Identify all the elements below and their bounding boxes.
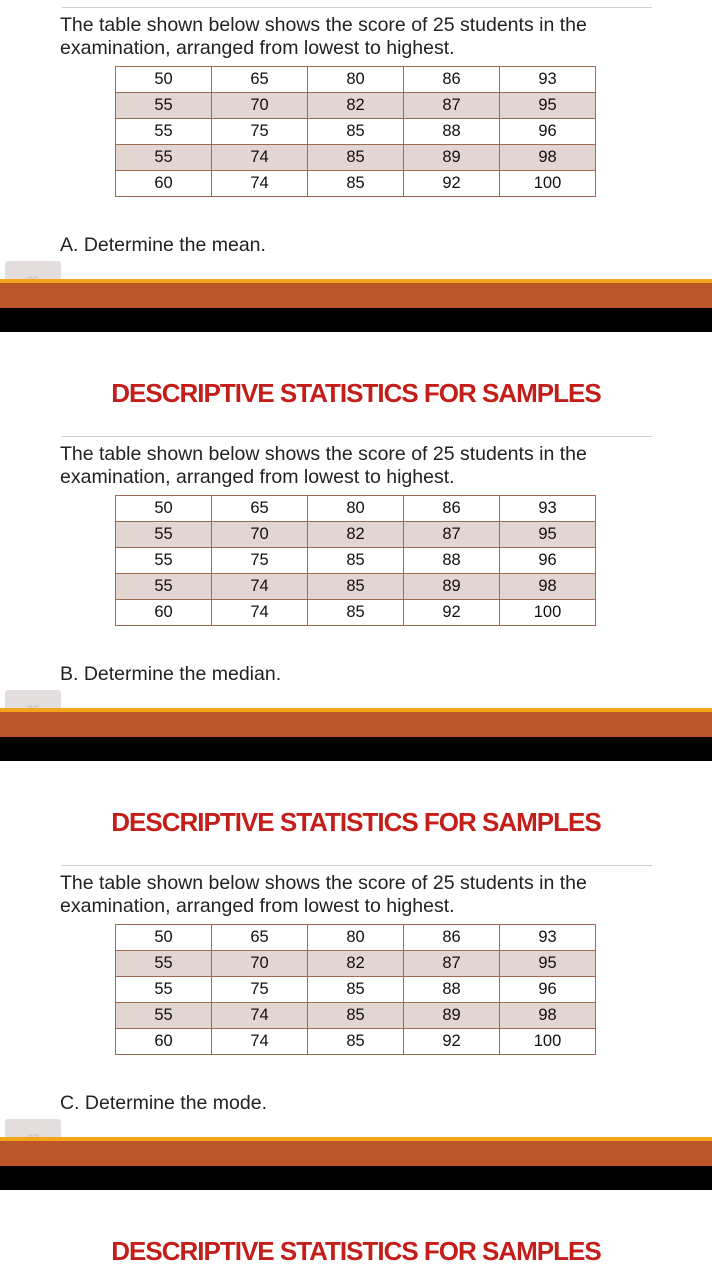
intro-text: The table shown below shows the score of 25 students in the examination, arranged from lowest to highest. bbox=[60, 872, 587, 917]
table-row bbox=[116, 119, 596, 145]
intro-text: The table shown below shows the score of 25 students in the examination, arranged from lowest to highest. bbox=[60, 14, 587, 59]
scores-table bbox=[115, 495, 596, 626]
table-cell: 86 bbox=[404, 496, 500, 522]
table-cell: 55 bbox=[116, 93, 212, 119]
table-cell: 98 bbox=[500, 145, 596, 171]
table-row bbox=[116, 574, 596, 600]
table-row bbox=[116, 93, 596, 119]
table-cell: 85 bbox=[308, 119, 404, 145]
table-cell: 55 bbox=[116, 1003, 212, 1029]
table-cell: 96 bbox=[500, 977, 596, 1003]
slide-footer-band bbox=[0, 1141, 712, 1166]
table-cell: 74 bbox=[212, 1029, 308, 1055]
table-cell: 75 bbox=[212, 119, 308, 145]
table-cell: 93 bbox=[500, 496, 596, 522]
table-cell: 88 bbox=[404, 977, 500, 1003]
table-row bbox=[116, 1029, 596, 1055]
table-cell: 70 bbox=[212, 93, 308, 119]
slide-heading: DESCRIPTIVE STATISTICS FOR SAMPLES bbox=[111, 807, 601, 837]
table-cell: 85 bbox=[308, 145, 404, 171]
table-row bbox=[116, 496, 596, 522]
table-row bbox=[116, 67, 596, 93]
table-cell: 87 bbox=[404, 522, 500, 548]
table-cell: 93 bbox=[500, 925, 596, 951]
slide-footer-black-band bbox=[0, 1166, 712, 1190]
table-cell: 50 bbox=[116, 67, 212, 93]
table-cell: 74 bbox=[212, 1003, 308, 1029]
question-median: B. Determine the median. bbox=[60, 663, 282, 685]
table-row bbox=[116, 171, 596, 197]
table-cell: 89 bbox=[404, 145, 500, 171]
table-cell: 93 bbox=[500, 67, 596, 93]
table-cell: 80 bbox=[308, 496, 404, 522]
table-cell: 74 bbox=[212, 145, 308, 171]
table-cell: 60 bbox=[116, 600, 212, 626]
table-cell: 100 bbox=[500, 600, 596, 626]
table-row bbox=[116, 977, 596, 1003]
table-row bbox=[116, 600, 596, 626]
table-row bbox=[116, 548, 596, 574]
slide-footer-band bbox=[0, 712, 712, 737]
table-cell: 100 bbox=[500, 1029, 596, 1055]
table-cell: 74 bbox=[212, 171, 308, 197]
scores-table bbox=[115, 924, 596, 1055]
table-cell: 95 bbox=[500, 522, 596, 548]
table-cell: 92 bbox=[404, 171, 500, 197]
table-cell: 98 bbox=[500, 1003, 596, 1029]
table-cell: 88 bbox=[404, 119, 500, 145]
table-cell: 70 bbox=[212, 522, 308, 548]
table-cell: 85 bbox=[308, 1003, 404, 1029]
table-cell: 80 bbox=[308, 67, 404, 93]
divider-line bbox=[62, 436, 652, 437]
table-cell: 82 bbox=[308, 951, 404, 977]
divider-line bbox=[62, 865, 652, 866]
table-cell: 92 bbox=[404, 1029, 500, 1055]
table-cell: 70 bbox=[212, 951, 308, 977]
table-cell: 85 bbox=[308, 977, 404, 1003]
table-cell: 74 bbox=[212, 574, 308, 600]
table-cell: 92 bbox=[404, 600, 500, 626]
divider-line bbox=[62, 7, 652, 8]
table-cell: 98 bbox=[500, 574, 596, 600]
table-cell: 89 bbox=[404, 574, 500, 600]
intro-text: The table shown below shows the score of 25 students in the examination, arranged from lowest to highest. bbox=[60, 443, 587, 488]
table-cell: 85 bbox=[308, 600, 404, 626]
table-cell: 65 bbox=[212, 67, 308, 93]
table-cell: 87 bbox=[404, 93, 500, 119]
table-cell: 60 bbox=[116, 1029, 212, 1055]
table-cell: 65 bbox=[212, 925, 308, 951]
table-cell: 85 bbox=[308, 574, 404, 600]
table-cell: 86 bbox=[404, 925, 500, 951]
table-cell: 60 bbox=[116, 171, 212, 197]
slide-heading: DESCRIPTIVE STATISTICS FOR SAMPLES bbox=[111, 378, 601, 408]
slide-footer-band bbox=[0, 283, 712, 308]
table-cell: 55 bbox=[116, 977, 212, 1003]
table-cell: 88 bbox=[404, 548, 500, 574]
table-cell: 87 bbox=[404, 951, 500, 977]
table-cell: 55 bbox=[116, 522, 212, 548]
table-cell: 85 bbox=[308, 171, 404, 197]
table-cell: 85 bbox=[308, 548, 404, 574]
table-cell: 55 bbox=[116, 951, 212, 977]
table-cell: 55 bbox=[116, 548, 212, 574]
slide-footer-black-band bbox=[0, 737, 712, 761]
table-cell: 100 bbox=[500, 171, 596, 197]
table-cell: 80 bbox=[308, 925, 404, 951]
question-mode: C. Determine the mode. bbox=[60, 1092, 268, 1114]
table-cell: 55 bbox=[116, 574, 212, 600]
table-cell: 55 bbox=[116, 145, 212, 171]
table-cell: 89 bbox=[404, 1003, 500, 1029]
table-cell: 86 bbox=[404, 67, 500, 93]
table-cell: 74 bbox=[212, 600, 308, 626]
table-cell: 95 bbox=[500, 93, 596, 119]
table-cell: 82 bbox=[308, 93, 404, 119]
table-cell: 50 bbox=[116, 925, 212, 951]
table-cell: 55 bbox=[116, 119, 212, 145]
table-cell: 85 bbox=[308, 1029, 404, 1055]
question-mean: A. Determine the mean. bbox=[60, 234, 266, 256]
slide-footer-black-band bbox=[0, 308, 712, 332]
scores-table bbox=[115, 66, 596, 197]
table-row bbox=[116, 522, 596, 548]
table-row bbox=[116, 951, 596, 977]
table-row bbox=[116, 145, 596, 171]
table-cell: 75 bbox=[212, 977, 308, 1003]
table-cell: 96 bbox=[500, 119, 596, 145]
table-cell: 50 bbox=[116, 496, 212, 522]
table-row bbox=[116, 925, 596, 951]
table-cell: 82 bbox=[308, 522, 404, 548]
slide-heading: DESCRIPTIVE STATISTICS FOR SAMPLES bbox=[111, 1236, 601, 1266]
table-cell: 65 bbox=[212, 496, 308, 522]
table-cell: 96 bbox=[500, 548, 596, 574]
table-row bbox=[116, 1003, 596, 1029]
table-cell: 95 bbox=[500, 951, 596, 977]
table-cell: 75 bbox=[212, 548, 308, 574]
